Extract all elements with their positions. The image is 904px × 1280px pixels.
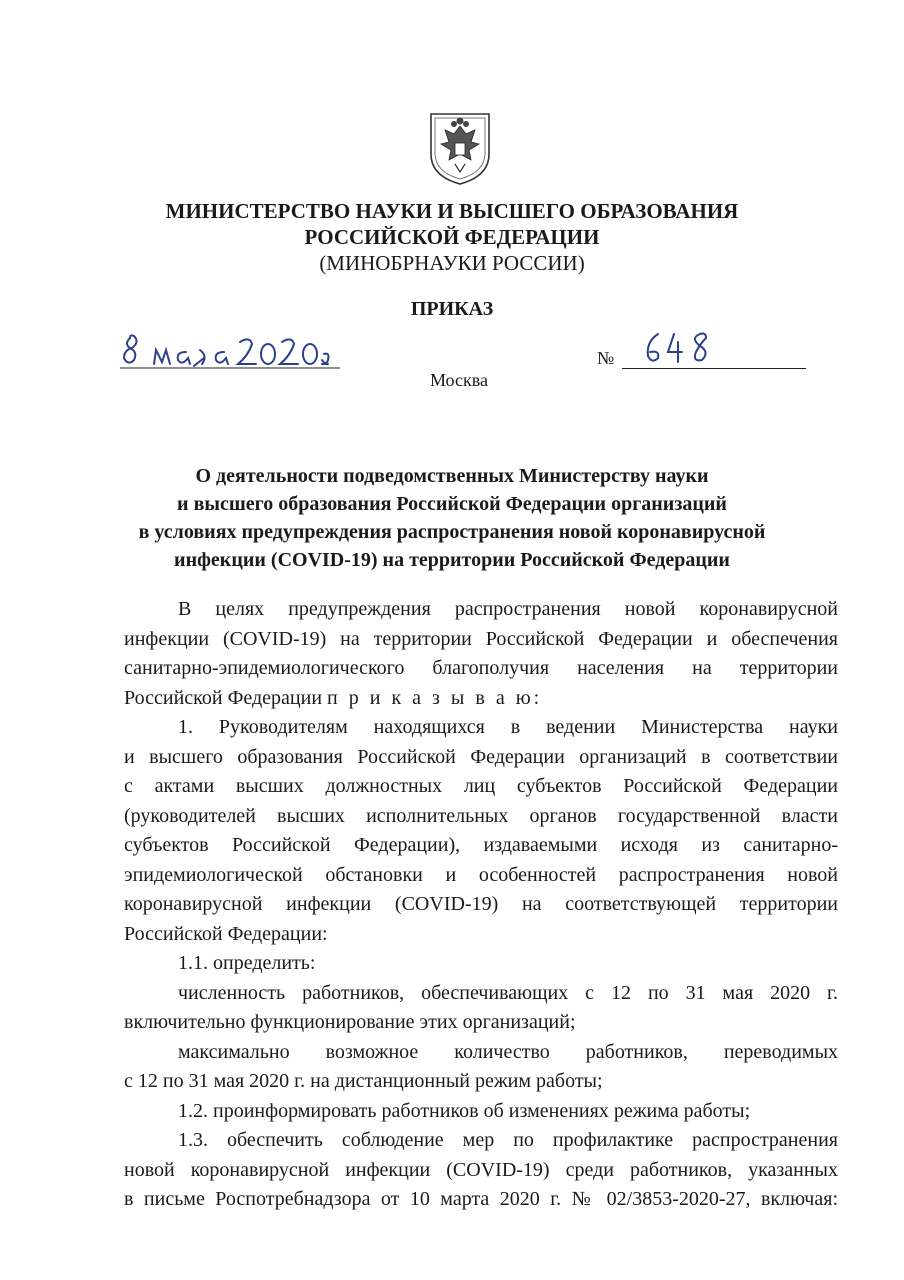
body-line: и высшего образования Российской Федерации организаций в соответствии xyxy=(124,745,838,768)
body-line: численность работников, обеспечивающих с 12 по 31 мая 2020 г. xyxy=(178,981,838,1004)
ministry-short-name: (МИНОБРНАУКИ РОССИИ) xyxy=(319,251,585,275)
title-line: и высшего образования Российской Федерации организаций xyxy=(177,493,727,515)
body-line: Российской Федерации: xyxy=(124,922,328,945)
body-line: санитарно-эпидемиологического благополучия населения на территории xyxy=(124,657,838,679)
body-line: эпидемиологической обстановки и особенностей распространения новой xyxy=(124,863,838,886)
body-line: с 12 по 31 мая 2020 г. на дистанционный режим работы; xyxy=(124,1070,603,1092)
body-line-text: Российской Федерации xyxy=(124,686,323,709)
coat-of-arms-icon xyxy=(427,110,493,186)
body-line: 1.1. определить: xyxy=(178,952,316,974)
ministry-name-line-2: РОССИЙСКОЙ ФЕДЕРАЦИИ xyxy=(304,225,600,249)
title-line: инфекции (COVID-19) на территории Российской Федерации xyxy=(174,549,730,571)
body-line: В целях предупреждения распространения новой коронавирусной xyxy=(178,598,838,620)
body-line: субъектов Российской Федерации), издаваемыми исходя из санитарно- xyxy=(124,834,838,856)
order-title xyxy=(0,462,904,574)
body-line: коронавирусной инфекции (COVID-19) на соответствующей территории xyxy=(124,893,838,915)
body-line: 1.3. обеспечить соблюдение мер по профилактике распространения xyxy=(178,1129,838,1151)
document-type: ПРИКАЗ xyxy=(410,298,494,320)
body-line: в письме Роспотребнадзора от 10 марта 2020 г. № 02/3853-2020-27, включая: xyxy=(124,1188,838,1210)
number-underline xyxy=(622,368,806,369)
body-line: 1.2. проинформировать работников об изменениях режима работы; xyxy=(178,1099,751,1122)
body-line xyxy=(124,684,838,714)
city: Москва xyxy=(430,370,488,390)
body-line: максимально возможное количество работников, переводимых xyxy=(178,1040,838,1063)
handwritten-date xyxy=(120,328,340,372)
body-line: инфекции (COVID-19) на территории Российской Федерации и обеспечения xyxy=(124,627,838,650)
title-line: О деятельности подведомственных Министерству науки xyxy=(195,465,709,487)
title-line: в условиях предупреждения распространения новой коронавирусной xyxy=(138,521,766,543)
body-line: включительно функционирование этих организаций; xyxy=(124,1011,576,1033)
ministry-name-line-1: МИНИСТЕРСТВО НАУКИ И ВЫСШЕГО ОБРАЗОВАНИЯ xyxy=(165,199,739,223)
document-body xyxy=(124,595,838,1215)
number-sign: № xyxy=(597,348,615,368)
body-line: 1. Руководителям находящихся в ведении Министерства науки xyxy=(178,716,838,738)
body-line: с актами высших должностных лиц субъектов Российской Федерации xyxy=(124,775,838,797)
handwritten-number xyxy=(640,328,720,368)
body-line: новой коронавирусной инфекции (COVID-19) среди работников, указанных xyxy=(124,1158,838,1181)
spaced-word: п р и к а з ы в а ю: xyxy=(327,686,543,709)
body-line: (руководителей высших исполнительных органов государственной власти xyxy=(124,804,838,827)
